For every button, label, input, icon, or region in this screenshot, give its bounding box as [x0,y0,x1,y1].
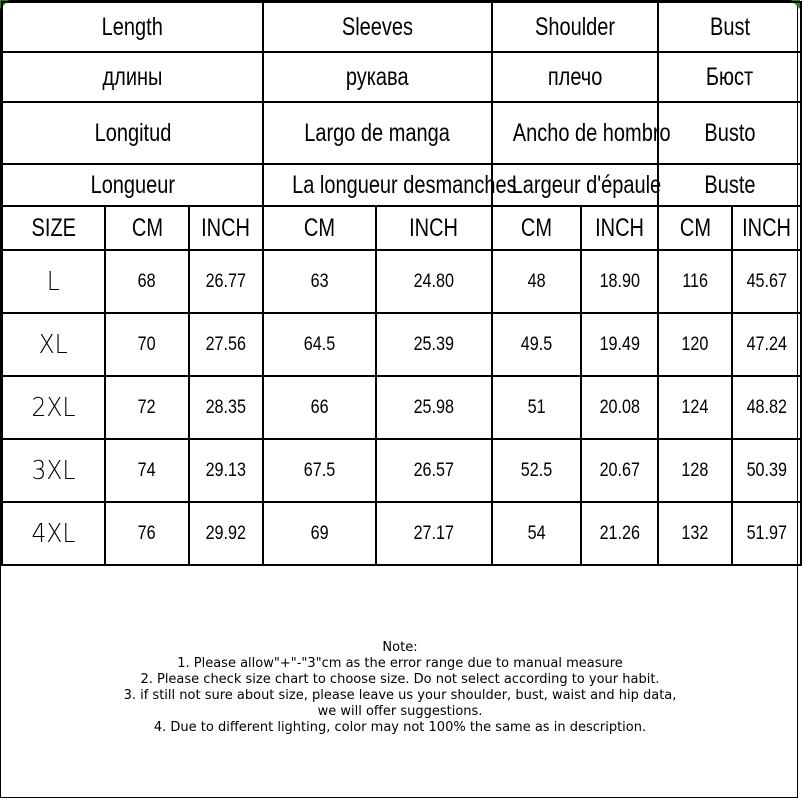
shoulder-inch-header: INCH [581,206,658,250]
unit-header-row [2,206,801,250]
header-sleeves-fr: La longueur desmanches [263,164,492,206]
length-inch-cell: 26.77 [189,250,263,313]
table-row [2,313,801,376]
header-row-english [2,2,801,52]
size-cell: 3XL [2,439,105,502]
header-length-en: Length [2,2,263,52]
sleeve-cm-cell: 67.5 [263,439,376,502]
notes-title: Note: [382,640,418,655]
note-line: 3. if still not sure about size, please leave us your shoulder, bust, waist and hip data, [123,688,677,703]
length-cm-header: CM [105,206,189,250]
length-inch-cell: 28.35 [189,376,263,439]
sleeve-inch-cell: 26.57 [376,439,492,502]
header-bust-es: Busto [658,102,801,164]
sleeve-cm-cell: 69 [263,502,376,565]
length-cm-cell: 68 [105,250,189,313]
bust-inch-header: INCH [732,206,801,250]
bust-inch-cell: 47.24 [732,313,801,376]
header-bust-fr: Buste [658,164,801,206]
header-length-ru: длины [2,52,263,102]
shoulder-inch-cell: 20.08 [581,376,658,439]
table-row [2,376,801,439]
shoulder-inch-cell: 18.90 [581,250,658,313]
bust-inch-cell: 45.67 [732,250,801,313]
shoulder-cm-cell: 51 [492,376,581,439]
header-bust-ru: Бюст [658,52,801,102]
length-inch-cell: 29.13 [189,439,263,502]
sleeve-inch-cell: 27.17 [376,502,492,565]
header-row-russian [2,52,801,102]
bust-cm-cell: 124 [658,376,732,439]
note-line: 1. Please allow"+"-"3"cm as the error range due to manual measure [177,656,623,671]
header-shoulder-es: Ancho de hombro [492,102,658,164]
length-inch-header: INCH [189,206,263,250]
header-row-french [2,164,801,206]
length-cm-cell: 74 [105,439,189,502]
header-sleeves-es: Largo de manga [263,102,492,164]
length-cm-cell: 72 [105,376,189,439]
table-row [2,439,801,502]
bust-inch-cell: 50.39 [732,439,801,502]
header-sleeves-ru: рукава [263,52,492,102]
sleeve-inch-cell: 25.39 [376,313,492,376]
header-bust-en: Bust [658,2,801,52]
header-row-spanish [2,102,801,164]
size-cell: L [2,250,105,313]
shoulder-inch-cell: 21.26 [581,502,658,565]
bust-inch-cell: 48.82 [732,376,801,439]
size-column-header: SIZE [2,206,105,250]
header-shoulder-ru: плечо [492,52,658,102]
header-sleeves-en: Sleeves [263,2,492,52]
length-inch-cell: 27.56 [189,313,263,376]
size-chart-table [1,1,802,566]
header-shoulder-en: Shoulder [492,2,658,52]
bust-inch-cell: 51.97 [732,502,801,565]
size-cell: 4XL [2,502,105,565]
length-cm-cell: 76 [105,502,189,565]
bust-cm-cell: 120 [658,313,732,376]
shoulder-inch-cell: 20.67 [581,439,658,502]
sleeve-inch-cell: 25.98 [376,376,492,439]
notes-section [0,640,800,736]
sleeve-inch-cell: 24.80 [376,250,492,313]
header-shoulder-fr: Largeur d'épaule [492,164,658,206]
shoulder-cm-cell: 48 [492,250,581,313]
shoulder-cm-header: CM [492,206,581,250]
size-cell: 2XL [2,376,105,439]
sleeve-cm-cell: 64.5 [263,313,376,376]
length-cm-cell: 70 [105,313,189,376]
shoulder-cm-cell: 54 [492,502,581,565]
bust-cm-cell: 128 [658,439,732,502]
header-length-fr: Longueur [2,164,263,206]
header-length-es: Longitud [2,102,263,164]
table-row [2,502,801,565]
note-line: 4. Due to different lighting, color may not 100% the same as in description. [153,720,647,735]
bust-cm-cell: 116 [658,250,732,313]
bust-cm-header: CM [658,206,732,250]
note-line: 2. Please check size chart to choose size. Do not select according to your habit. [140,672,660,687]
sleeve-inch-header: INCH [376,206,492,250]
shoulder-inch-cell: 19.49 [581,313,658,376]
length-inch-cell: 29.92 [189,502,263,565]
bust-cm-cell: 132 [658,502,732,565]
shoulder-cm-cell: 49.5 [492,313,581,376]
shoulder-cm-cell: 52.5 [492,439,581,502]
size-cell: XL [2,313,105,376]
table-row [2,250,801,313]
note-line: we will offer suggestions. [317,704,483,719]
sleeve-cm-cell: 66 [263,376,376,439]
sleeve-cm-cell: 63 [263,250,376,313]
sleeve-cm-header: CM [263,206,376,250]
